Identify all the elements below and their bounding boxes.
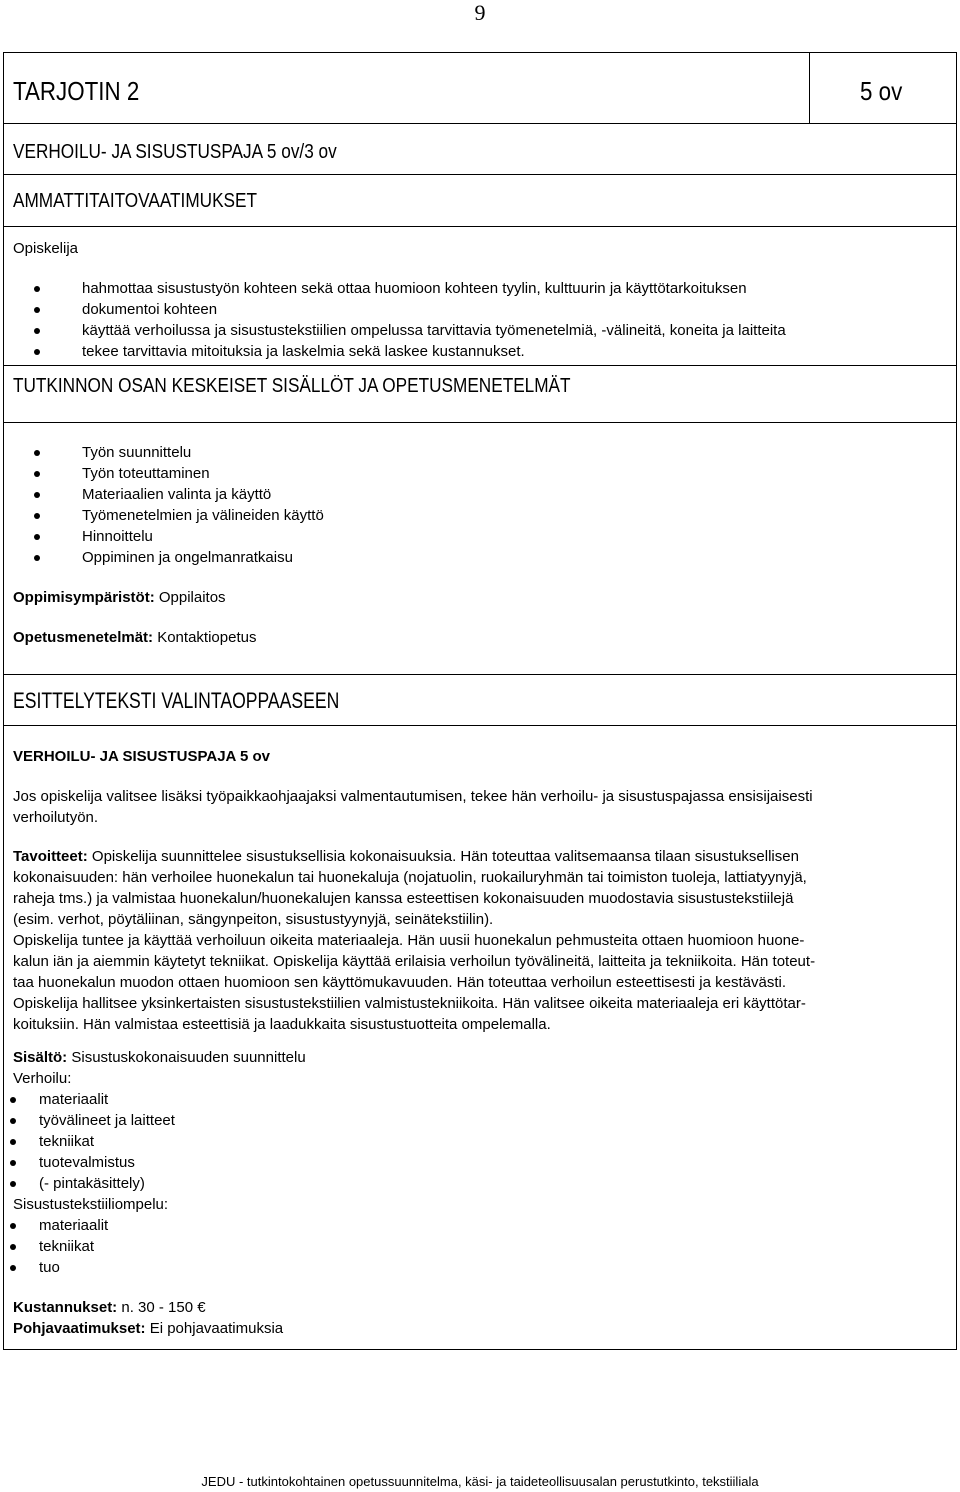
contents-title: TUTKINNON OSAN KESKEISET SISÄLLÖT JA OPETUSMENETELMÄT [13,375,571,397]
credits: 5 ov [860,76,903,106]
intro-subtitle: VERHOILU- JA SISUSTUSPAJA 5 ov [13,748,270,765]
costs-value: n. 30 - 150 € [117,1299,206,1316]
intro-row [4,726,956,1349]
list-item: tuotevalmistus [4,1152,175,1173]
teaching-methods [13,627,256,648]
header-credits-cell [810,53,956,123]
intro-paragraph [13,786,813,828]
list-item: tekniikat [4,1236,108,1257]
list-item: tuo [4,1257,108,1278]
costs-section [13,1297,283,1339]
list-item: Työn toteuttaminen [4,463,324,484]
list-item: Työn suunnittelu [4,442,324,463]
costs-line [13,1297,283,1318]
intro-title: ESITTELYTEKSTI VALINTAOPPAASEEN [13,688,340,713]
content-section [13,1047,306,1089]
list-item: Työmenetelmien ja välineiden käyttö [4,505,324,526]
paragraph-line [13,846,815,867]
page-footer: JEDU - tutkintokohtainen opetussuunnitelma, käsi- ja taideteollisuusalan perustutkinto, tekstiiliala [201,1474,759,1489]
teaching-methods-label: Opetusmenetelmät: [13,629,154,646]
paragraph-line: Opiskelija hallitsee yksinkertaisten sisustustekstiilien valmistustekniikoita. Hän valitsee oikeita materiaaleja eri käyttötar- [13,995,806,1012]
upholstery-list [4,1089,175,1194]
paragraph-line: koituksiin. Hän valmistaa esteettisiä ja laadukkaita sisustustuotteita ompelemalla. [13,1016,551,1033]
list-item: Hinnoittelu [4,526,324,547]
contents-title-spacer [4,366,956,423]
list-item: tekee tarvittavia mitoituksia ja laskelmia sekä laskee kustannukset. [4,341,786,362]
requirements-row [4,227,956,397]
list-item: materiaalit [4,1215,108,1236]
prereq-label: Pohjavaatimukset: [13,1320,146,1337]
intro-title-row [4,675,956,726]
goals-paragraph [13,846,815,1035]
paragraph-line: (esim. verhot, pöytäliinan, sängynpeiton, sisustustyynyjä, seinätekstiilin). [13,911,494,928]
teaching-methods-value: Kontaktiopetus [153,629,257,646]
paragraph-line: raheja tms.) ja valmistaa huonekalun/huonekalujen kanssa esteettisen kokonaisuuden muodostavia sisustustekstiilejä [13,890,794,907]
textile-list [4,1215,108,1278]
list-item: Materiaalien valinta ja käyttö [4,484,324,505]
list-item: dokumentoi kohteen [4,299,786,320]
tray-title: TARJOTIN 2 [13,76,140,106]
page-number: 9 [474,0,486,25]
content-value: Sisustuskokonaisuuden suunnittelu [67,1049,306,1066]
paragraph-line: kokonaisuuden: hän verhoilee huonekalun tai huonekaluja (nojatuolin, ruokailuryhmän tai toimiston tuoleja, lattiatyynyjä, [13,869,807,886]
paragraph-line: verhoilutyön. [13,809,99,826]
requirements-intro: Opiskelija [13,240,79,257]
course-title: VERHOILU- JA SISUSTUSPAJA 5 ov/3 ov [13,141,337,163]
goals-text: Opiskelija suunnittelee sisustuksellisia kokonaisuuksia. Hän toteuttaa valitsemaansa tilaan sisustuksellisen [87,848,799,865]
course-table [3,52,957,1350]
costs-label: Kustannukset: [13,1299,118,1316]
contents-list [4,442,324,568]
paragraph-line: Opiskelija tuntee ja käyttää verhoiluun oikeita materiaaleja. Hän uusii huonekalun pehmusteita ottaen huomioon huone- [13,932,805,949]
list-item: (- pintakäsittely) [4,1173,175,1194]
content-label: Sisältö: [13,1049,68,1066]
learning-environments [13,587,226,608]
paragraph-line: taa huonekalun muodon ottaen huomioon sen käyttömukavuuden. Hän toteuttaa verhoilun esteettisesti ja kestävästi. [13,974,786,991]
list-item: tekniikat [4,1131,175,1152]
list-item: Oppiminen ja ongelmanratkaisu [4,547,324,568]
prereq-value: Ei pohjavaatimuksia [145,1320,284,1337]
learning-environments-value: Oppilaitos [154,589,226,606]
contents-row [4,423,956,675]
requirements-title-row [4,175,956,227]
header-row [4,53,956,124]
requirements-list [4,278,786,362]
learning-environments-label: Oppimisympäristöt: [13,589,155,606]
textile-label: Sisustustekstiiliompelu: [13,1196,169,1213]
list-item: työvälineet ja laitteet [4,1110,175,1131]
goals-label: Tavoitteet: [13,848,88,865]
prereq-line [13,1318,283,1339]
list-item: käyttää verhoilussa ja sisustustekstiilien ompelussa tarvittavia työmenetelmiä, -välineitä, koneita ja laitteita [4,320,786,341]
paragraph-line: Jos opiskelija valitsee lisäksi työpaikkaohjaajaksi valmentautumisen, tekee hän verhoilu- ja sisustuspajassa ensisijaisesti [13,788,813,805]
list-item: hahmottaa sisustustyön kohteen sekä ottaa huomioon kohteen tyylin, kulttuurin ja käyttötarkoituksen [4,278,786,299]
course-title-row [4,124,956,175]
requirements-title: AMMATTITAITOVAATIMUKSET [13,190,257,212]
upholstery-label: Verhoilu: [13,1070,72,1087]
header-title-cell [4,53,810,123]
content-line [13,1047,306,1068]
paragraph-line: kalun iän ja aiemmin käytetyt tekniikat. Opiskelija käyttää erilaisia verhoilun työvälineitä, laitteita ja tekniikoita. Hän toteut- [13,953,816,970]
list-item: materiaalit [4,1089,175,1110]
